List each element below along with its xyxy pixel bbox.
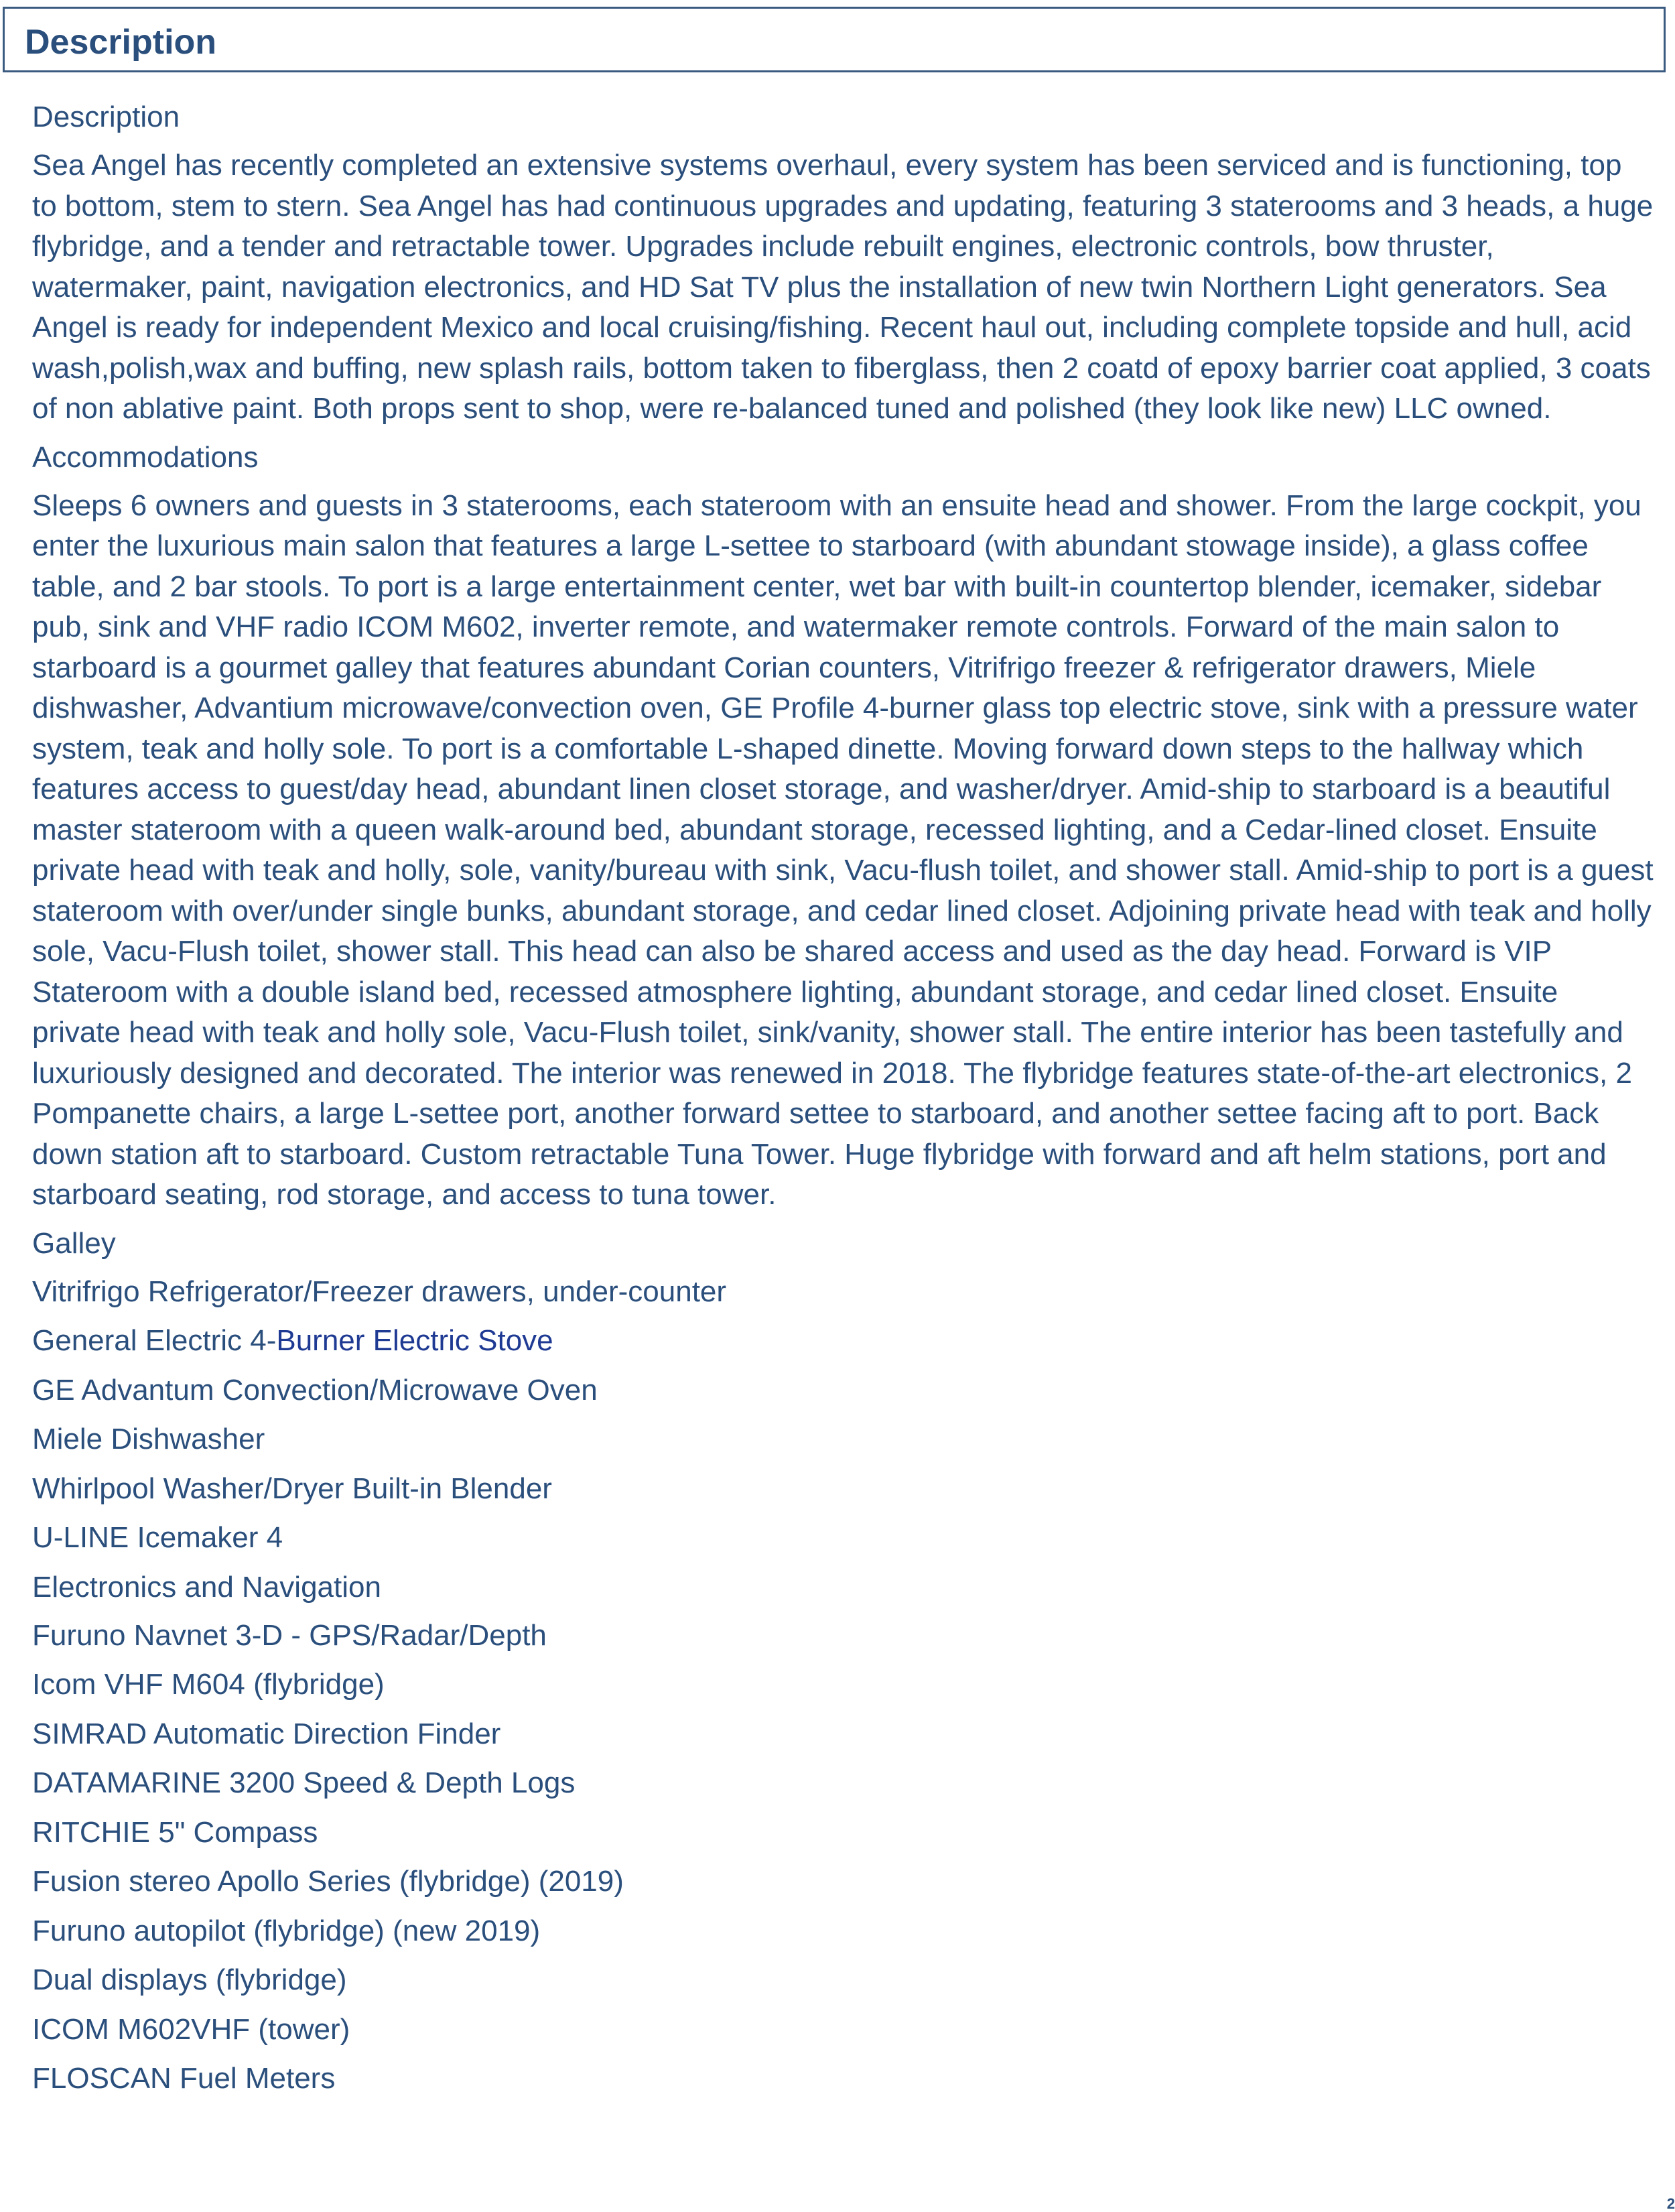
galley-heading: Galley [32, 1226, 116, 1260]
galley-item-icemaker: U-LINE Icemaker 4 [32, 1521, 283, 1554]
electronics-item: Fusion stereo Apollo Series (flybridge) (2019) [32, 1865, 624, 1898]
galley-item-dishwasher: Miele Dishwasher [32, 1423, 265, 1455]
galley-item-oven: GE Advantum Convection/Microwave Oven [32, 1373, 598, 1407]
section-title: Description [25, 23, 217, 62]
electronics-item: Furuno Navnet 3-D - GPS/Radar/Depth [32, 1618, 547, 1652]
galley-item-washer-dryer: Whirlpool Washer/Dryer Built-in Blender [32, 1472, 552, 1505]
electronics-heading: Electronics and Navigation [32, 1570, 381, 1604]
electronics-item: Furuno autopilot (flybridge) (new 2019) [32, 1914, 541, 1947]
section-header-box [3, 7, 1666, 72]
description-paragraph: Sea Angel has recently completed an extensive systems overhaul, every system has been serviced and is functioning, top to bottom, stem to stern. Sea Angel has had continuous upgrades and updating, featuring 3 staterooms and 3 heads, a huge flybridge, and a tender and retractable tower. Upgrades include rebuilt engines, electronic controls, bow thruster, watermaker, paint, navigation electronics, and HD Sat TV plus the installation of new twin Northern Light generators. Sea Angel is ready for independent Mexico and local cruising/fishing. Recent haul out, including complete topside and hull, acid wash,polish,wax and buffing, new splash rails, bottom taken to fiberglass, then 2 coatd of epoxy barrier coat applied, 3 coats of non ablative paint. Both props sent to shop, were re-balanced tuned and polished (they look like new) LLC owned. [32, 149, 1654, 425]
listing-content [32, 97, 1654, 2108]
accommodations-paragraph: Sleeps 6 owners and guests in 3 staterooms, each stateroom with an ensuite head and shower. From the large cockpit, you enter the luxurious main salon that features a large L-settee to starboard (with abundant stowage inside), a glass coffee table, and 2 bar stools. To port is a large entertainment center, wet bar with built-in countertop blender, icemaker, sidebar pub, sink and VHF radio ICOM M602, inverter remote, and watermaker remote controls. Forward of the main salon to starboard is a gourmet galley that features abundant Corian counters, Vitrifrigo freezer & refrigerator drawers, Miele dishwasher, Advantium microwave/convection oven, GE Profile 4-burner glass top electric stove, sink with a pressure water system, teak and holly sole. To port is a comfortable L-shaped dinette. Moving forward down steps to the hallway which features access to guest/day head, abundant linen closet storage, and washer/dryer. Amid-ship to starboard is a beautiful master stateroom with a queen walk-around bed, abundant storage, recessed lighting, and a Cedar-lined closet. Ensuite private head with teak and holly, sole, vanity/bureau with sink, Vacu-flush toilet, and shower stall. Amid-ship to port is a guest stateroom with over/under single bunks, abundant storage, and cedar lined closet. Adjoining private head with teak and holly sole, Vacu-Flush toilet, shower stall. This head can also be shared access and used as the day head. Forward is VIP Stateroom with a double island bed, recessed atmosphere lighting, abundant storage, and cedar lined closet. Ensuite private head with teak and holly sole, Vacu-Flush toilet, sink/vanity, shower stall. The entire interior has been tastefully and luxuriously designed and decorated. The interior was renewed in 2018. The flybridge features state-of-the-art electronics, 2 Pompanette chairs, a large L-settee port, another forward settee to starboard, and another settee facing aft to port. Back down station aft to starboard. Custom retractable Tuna Tower. Huge flybridge with forward and aft helm stations, port and starboard seating, rod storage, and access to tuna tower. [32, 489, 1654, 1211]
electronics-item: DATAMARINE 3200 Speed & Depth Logs [32, 1766, 576, 1799]
page-number: 2 [1666, 2195, 1675, 2212]
galley-item-stove-prefix: General Electric 4- [32, 1324, 277, 1357]
electronics-item: Dual displays (flybridge) [32, 1963, 347, 1996]
electronics-item: FLOSCAN Fuel Meters [32, 2062, 336, 2095]
description-heading: Description [32, 101, 180, 133]
electronics-item: ICOM M602VHF (tower) [32, 2012, 350, 2046]
accommodations-heading: Accommodations [32, 440, 259, 474]
galley-item-stove [32, 1321, 1654, 1361]
galley-item-stove-suffix: Burner Electric Stove [276, 1324, 553, 1357]
electronics-item: SIMRAD Automatic Direction Finder [32, 1717, 501, 1750]
electronics-item: Icom VHF M604 (flybridge) [32, 1668, 385, 1701]
electronics-item: RITCHIE 5" Compass [32, 1815, 318, 1849]
galley-item-refrigerator: Vitrifrigo Refrigerator/Freezer drawers, under-counter [32, 1275, 727, 1308]
